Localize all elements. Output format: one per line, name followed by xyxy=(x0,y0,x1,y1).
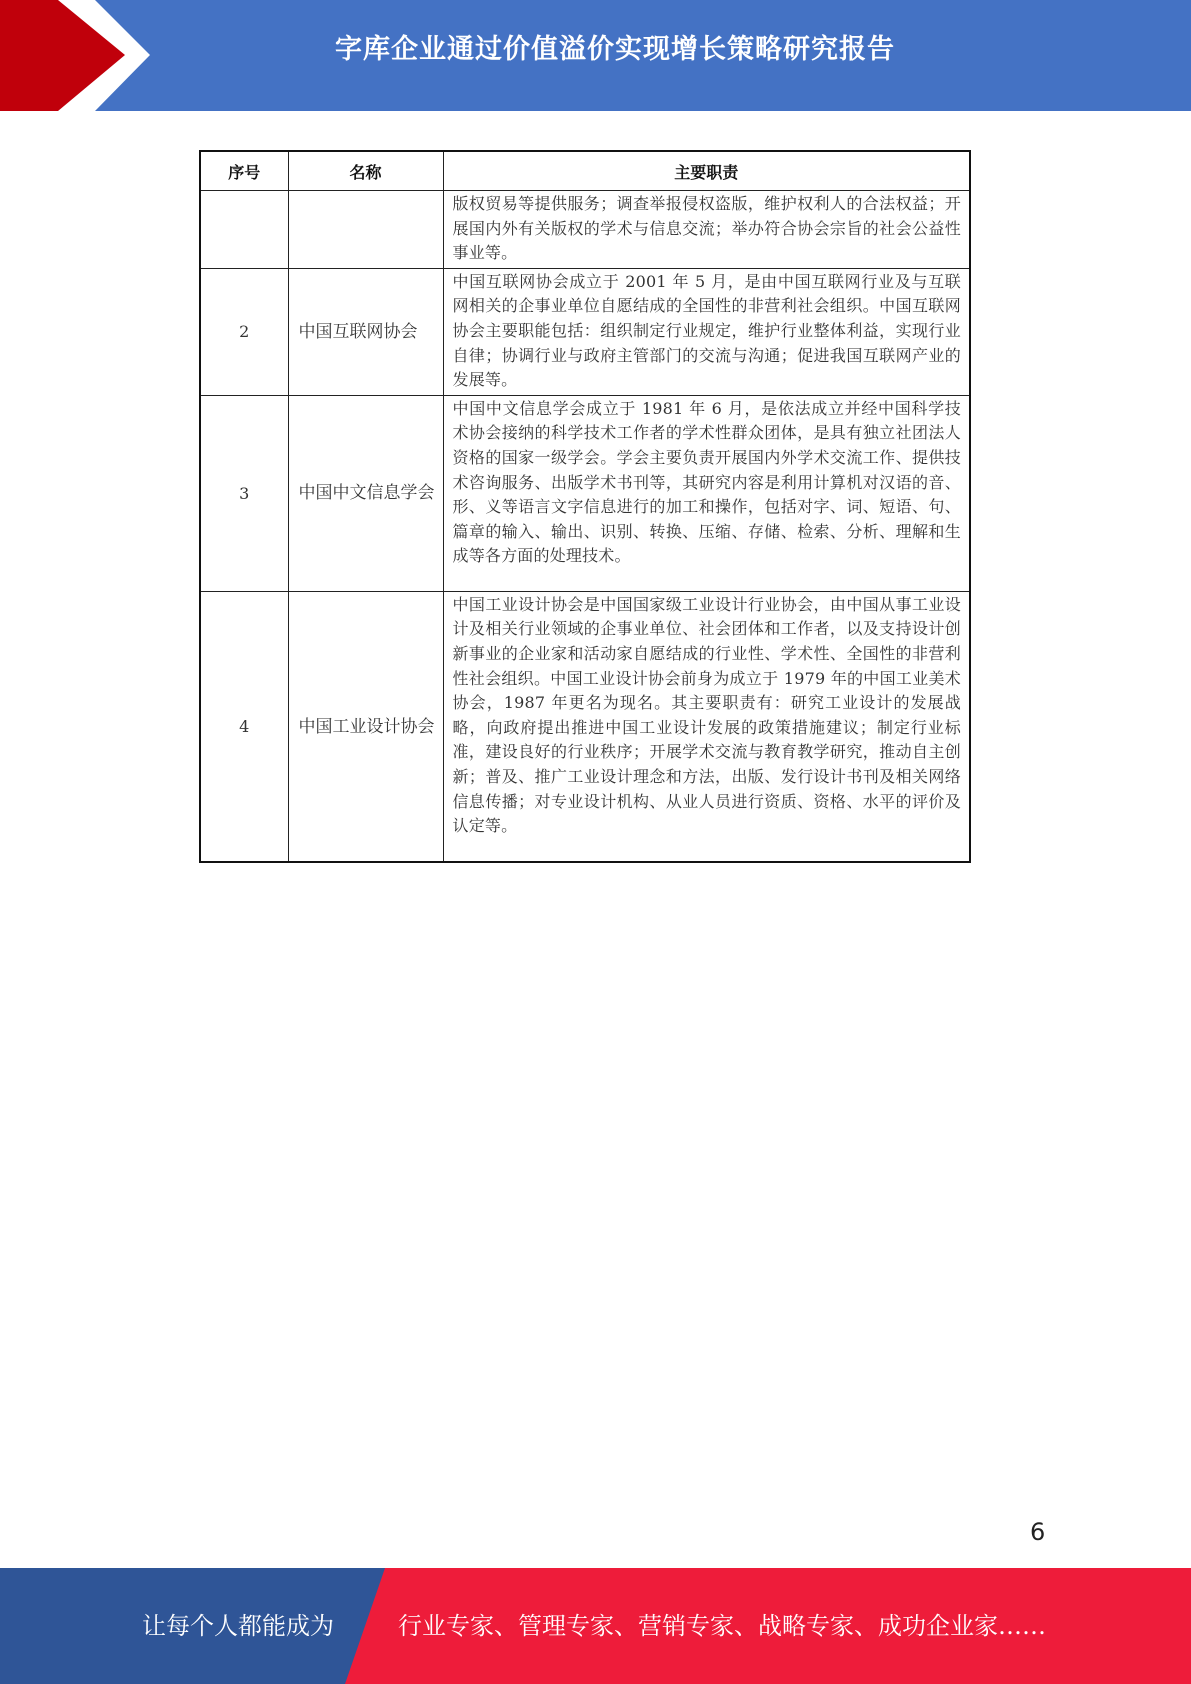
row-duty: 中国互联网协会成立于 2001 年 5 月，是由中国互联网行业及与互联网相关的企事业单位自愿结成的全国性的非营利社会组织。中国互联网协会主要职能包括：组织制定行业规定，维护行业整体利益，实现行业自律；协调行业与政府主管部门的交流与沟通；促进我国互联网产业的发展等。 xyxy=(443,268,970,395)
row-seq: 2 xyxy=(200,268,288,395)
report-title: 字库企业通过价值溢价实现增长策略研究报告 xyxy=(335,34,895,65)
row-duty: 中国中文信息学会成立于 1981 年 6 月，是依法成立并经中国科学技术协会接纳的科学技术工作者的学术性群众团体，是具有独立社团法人资格的国家一级学会。学会主要负责开展国内外学术交流工作、提供技术咨询服务、出版学术书刊等，其研究内容是利用计算机对汉语的音、形、义等语言文字信息进行的加工和操作，包括对字、词、短语、句、篇章的输入、输出、识别、转换、压缩、存储、检索、分析、理解和生成等各方面的处理技术。 xyxy=(443,395,970,591)
row-name: 中国工业设计协会 xyxy=(288,591,443,862)
column-header-duty: 主要职责 xyxy=(443,151,970,191)
footer-slogan-left: 让每个人都能成为 xyxy=(142,1612,334,1640)
table-row xyxy=(200,591,970,862)
column-header-seq: 序号 xyxy=(200,151,288,191)
table-row xyxy=(200,191,970,269)
page-header xyxy=(0,0,1191,111)
row-name xyxy=(288,191,443,269)
page-footer xyxy=(0,1568,1191,1684)
organization-table xyxy=(199,150,971,863)
row-name: 中国中文信息学会 xyxy=(288,395,443,591)
page-number: 6 xyxy=(1030,1518,1046,1546)
table-row xyxy=(200,395,970,591)
footer-slogan-right: 行业专家、管理专家、营销专家、战略专家、成功企业家…… xyxy=(398,1612,1046,1640)
row-seq xyxy=(200,191,288,269)
row-name: 中国互联网协会 xyxy=(288,268,443,395)
column-header-name: 名称 xyxy=(288,151,443,191)
row-seq: 3 xyxy=(200,395,288,591)
row-seq: 4 xyxy=(200,591,288,862)
row-duty: 中国工业设计协会是中国国家级工业设计行业协会，由中国从事工业设计及相关行业领域的企事业单位、社会团体和工作者，以及支持设计创新事业的企业家和活动家自愿结成的行业性、学术性、全国性的非营利性社会组织。中国工业设计协会前身为成立于 1979 年的中国工业美术协会，1987 年更名为现名。其主要职责有：研究工业设计的发展战略，向政府提出推进中国工业设计发展的政策措施建议；制定行业标准，建设良好的行业秩序；开展学术交流与教育教学研究，推动自主创新；普及、推广工业设计理念和方法，出版、发行设计书刊及相关网络信息传播；对专业设计机构、从业人员进行资质、资格、水平的评价及认定等。 xyxy=(443,591,970,862)
table-header-row xyxy=(200,151,970,191)
table-row xyxy=(200,268,970,395)
row-duty: 版权贸易等提供服务；调查举报侵权盗版，维护权利人的合法权益；开展国内外有关版权的学术与信息交流；举办符合协会宗旨的社会公益性事业等。 xyxy=(443,191,970,269)
